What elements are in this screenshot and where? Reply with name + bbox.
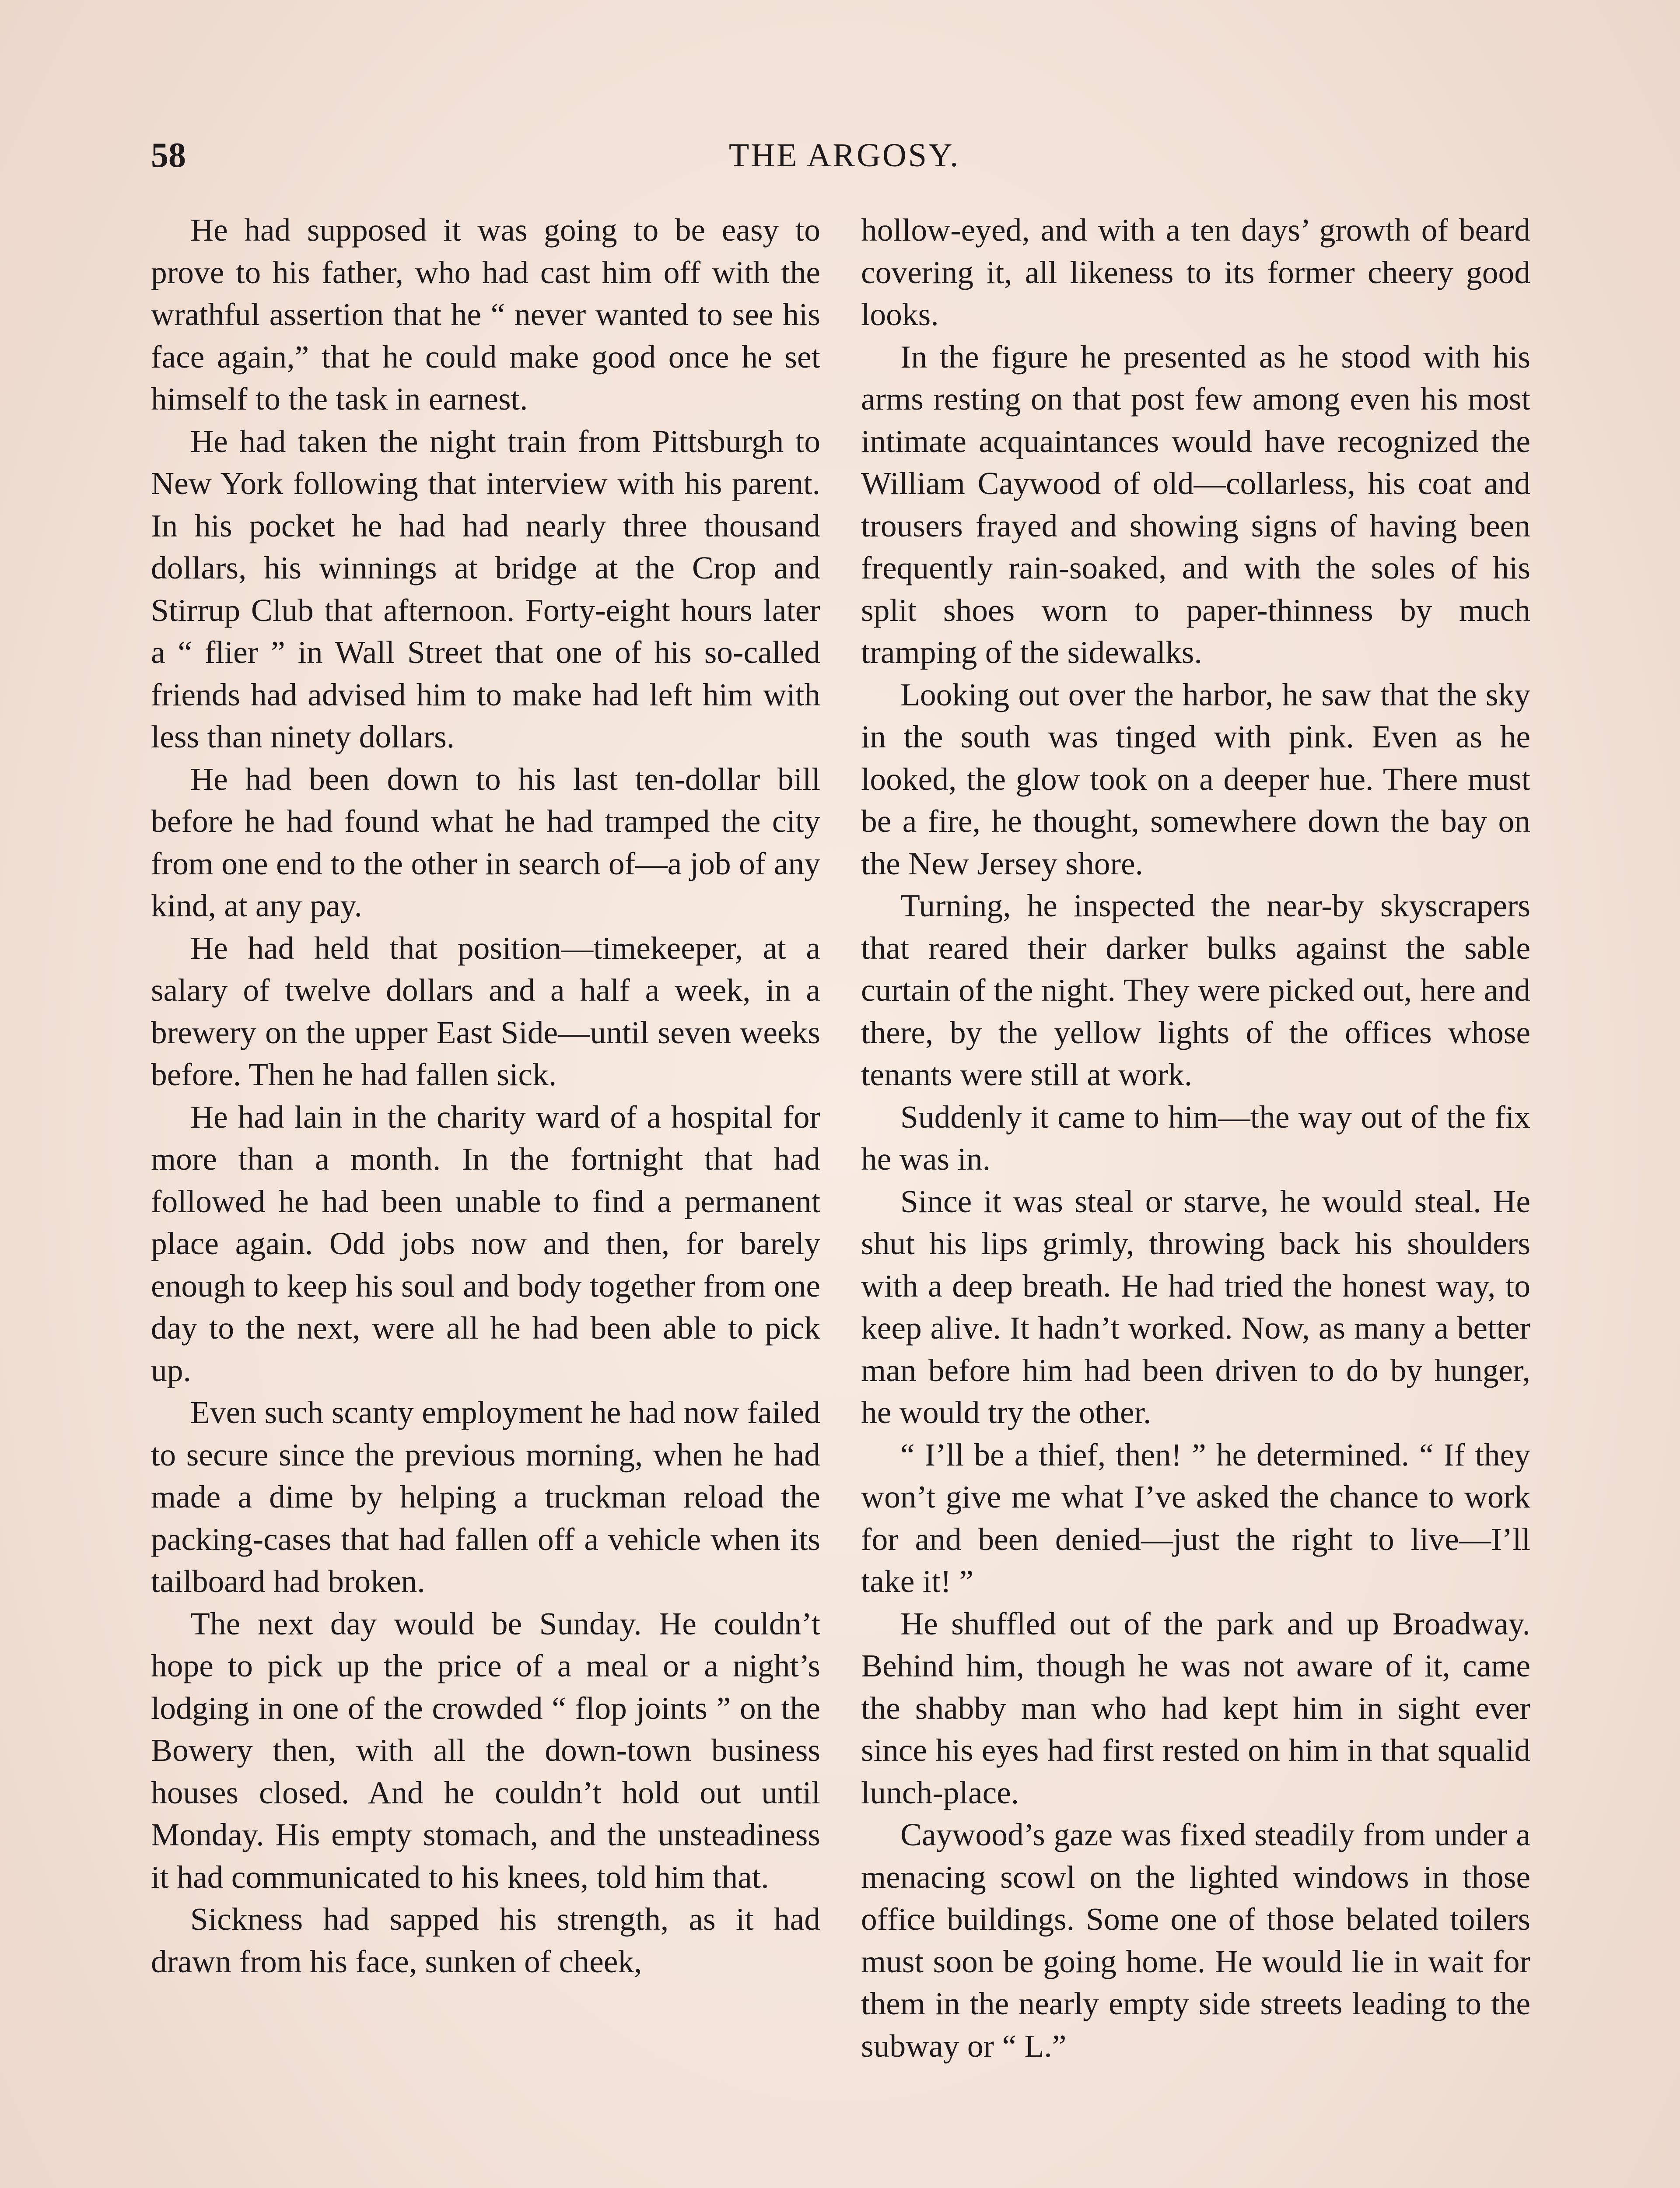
running-head: THE ARGOSY. (728, 137, 960, 174)
paragraph: He had supposed it was going to be easy to prove to his father, who had cast him off with the wrathful assertion that he “ never wanted to see his face again,” that he could make good once he set himself to the task in earnest. (151, 212, 820, 417)
paragraph: He shuffled out of the park and up Broadway. Behind him, though he was not aware of it, came the shabby man who had kept him in sight ever since his eyes had first rested on him in that squalid lunch-place. (861, 1606, 1530, 1810)
paragraph: The next day would be Sunday. He couldn’t hope to pick up the price of a meal or a night’s lodging in one of the crowded “ flop joints ” on the Bowery then, with all the down-town business houses closed. And he couldn’t hold out until Monday. His empty stomach, and the unsteadiness it had communicated to his knees, told him that. (151, 1606, 820, 1895)
paragraph: Suddenly it came to him—the way out of the fix he was in. (861, 1099, 1530, 1177)
page-number: 58 (151, 136, 186, 175)
paragraph-continued: hollow-eyed, and with a ten days’ growth of beard covering it, all likeness to its former cheery good looks. (861, 212, 1530, 332)
paragraph: “ I’ll be a thief, then! ” he determined. “ If they won’t give me what I’ve asked the chance to work for and been denied—just the right to live—I’ll take it! ” (861, 1437, 1530, 1599)
paragraph: Looking out over the harbor, he saw that the sky in the south was tinged with pink. Even as he looked, the glow took on a deeper hue. There must be a fire, he thought, somewhere down the bay on the New Jersey shore. (861, 677, 1530, 881)
page-header (151, 131, 1538, 179)
paragraph: He had been down to his last ten-dollar bill before he had found what he had tramped the city from one end to the other in search of—a job of any kind, at any pay. (151, 761, 820, 923)
paragraph: He had lain in the charity ward of a hospital for more than a month. In the fortnight that had followed he had been unable to find a permanent place again. Odd jobs now and then, for barely enough to keep his soul and body together from one day to the next, were all he had been able to pick up. (151, 1099, 820, 1388)
paragraph: Turning, he inspected the near-by skyscrapers that reared their darker bulks against the sable curtain of the night. They were picked out, here and there, by the yellow lights of the offices whose tenants were still at work. (861, 888, 1530, 1092)
left-column (151, 209, 820, 1983)
right-column (861, 209, 1530, 2067)
paragraph: In the figure he presented as he stood with his arms resting on that post few among even his most intimate acquaintances would have recognized the William Caywood of old—collarless, his coat and trousers frayed and showing signs of having been frequently rain-soaked, and with the soles of his split shoes worn to paper-thinness by much tramping of the sidewalks. (861, 339, 1530, 670)
paragraph: He had held that position—timekeeper, at a salary of twelve dollars and a half a week, in a brewery on the upper East Side—until seven weeks before. Then he had fallen sick. (151, 930, 820, 1092)
paragraph: Since it was steal or starve, he would steal. He shut his lips grimly, throwing back his shoulders with a deep breath. He had tried the honest way, to keep alive. It hadn’t worked. Now, as many a better man before him had been driven to do by hunger, he would try the other. (861, 1183, 1530, 1430)
paragraph: He had taken the night train from Pittsburgh to New York following that interview with his parent. In his pocket he had had nearly three thousand dollars, his winnings at bridge at the Crop and Stirrup Club that afternoon. Forty-eight hours later a “ flier ” in Wall Street that one of his so-called friends had advised him to make had left him with less than ninety dollars. (151, 423, 820, 754)
paragraph: Even such scanty employment he had now failed to secure since the previous morning, when he had made a dime by helping a truckman reload the packing-cases that had fallen off a vehicle when its tailboard had broken. (151, 1395, 820, 1599)
paragraph: Caywood’s gaze was fixed steadily from under a menacing scowl on the lighted windows in those office buildings. Some one of those belated toilers must soon be going home. He would lie in wait for them in the nearly empty side streets leading to the subway or “ L.” (861, 1817, 1530, 2064)
paragraph: Sickness had sapped his strength, as it had drawn from his face, sunken of cheek, (151, 1901, 820, 1979)
